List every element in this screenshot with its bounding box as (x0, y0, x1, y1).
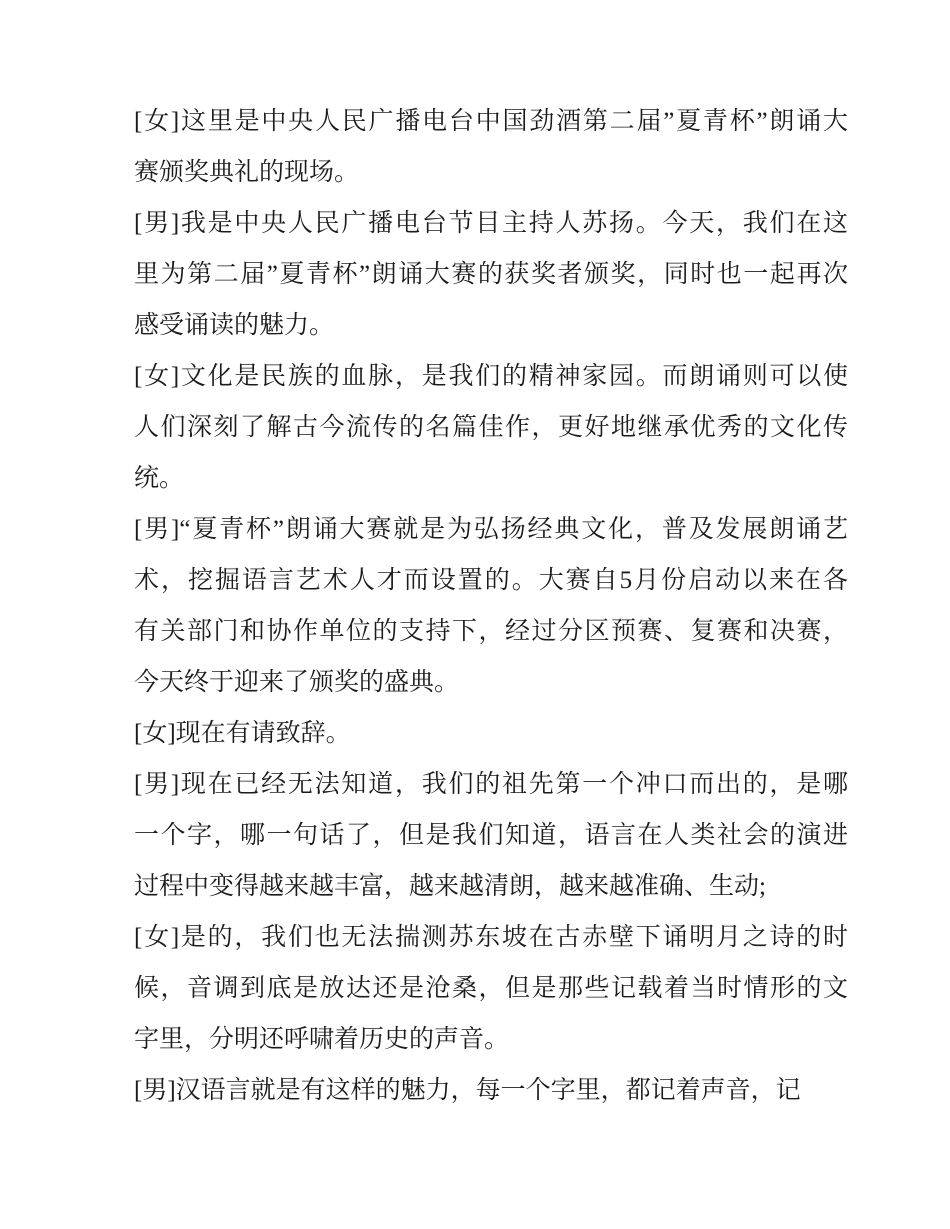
text-line: [女]是的，我们也无法揣测苏东坡在古赤壁下诵明月之诗的时 (134, 924, 848, 951)
text-line: [男]我是中央人民广播电台节目主持人苏扬。今天，我们在这 (134, 210, 848, 237)
text-line: 术，挖掘语言艺术人才而设置的。大赛自5月份启动以来在各 (134, 567, 848, 594)
text-line: 里为第二届”夏青杯”朗诵大赛的获奖者颁奖，同时也一起再次 (134, 261, 848, 288)
paragraph (134, 351, 848, 504)
paragraph (134, 912, 848, 1065)
text-line: 字里，分明还呼啸着历史的声音。 (134, 1026, 510, 1053)
text-line: 赛颁奖典礼的现场。 (134, 159, 360, 186)
text-line: [女]文化是民族的血脉，是我们的精神家园。而朗诵则可以使 (134, 363, 848, 390)
paragraph (134, 759, 848, 912)
text-line: 人们深刻了解古今流传的名篇佳作，更好地继承优秀的文化传 (134, 414, 848, 441)
paragraph (134, 708, 848, 759)
text-block (134, 96, 848, 1116)
text-line: 感受诵读的魅力。 (134, 312, 335, 339)
text-line: 过程中变得越来越丰富，越来越清朗，越来越准确、生动; (134, 873, 766, 900)
text-line: 一个字，哪一句话了，但是我们知道，语言在人类社会的演进 (134, 822, 848, 849)
text-line: 有关部门和协作单位的支持下，经过分区预赛、复赛和决赛， (134, 618, 848, 645)
text-line: [男]汉语言就是有这样的魅力，每一个字里，都记着声音，记 (134, 1077, 801, 1104)
paragraph (134, 1065, 848, 1116)
text-line: [女]现在有请致辞。 (134, 720, 351, 747)
text-line: 候，音调到底是放达还是沧桑，但是那些记载着当时情形的文 (134, 975, 848, 1002)
text-line: 今天终于迎来了颁奖的盛典。 (134, 669, 460, 696)
text-line: [男]现在已经无法知道，我们的祖先第一个冲口而出的，是哪 (134, 771, 848, 798)
paragraph (134, 504, 848, 708)
paragraph (134, 96, 848, 198)
text-line: [男]“夏青杯”朗诵大赛就是为弘扬经典文化，普及发展朗诵艺 (134, 516, 848, 543)
text-line: 统。 (134, 465, 185, 492)
paragraph (134, 198, 848, 351)
text-line: [女]这里是中央人民广播电台中国劲酒第二届”夏青杯”朗诵大 (134, 108, 848, 135)
